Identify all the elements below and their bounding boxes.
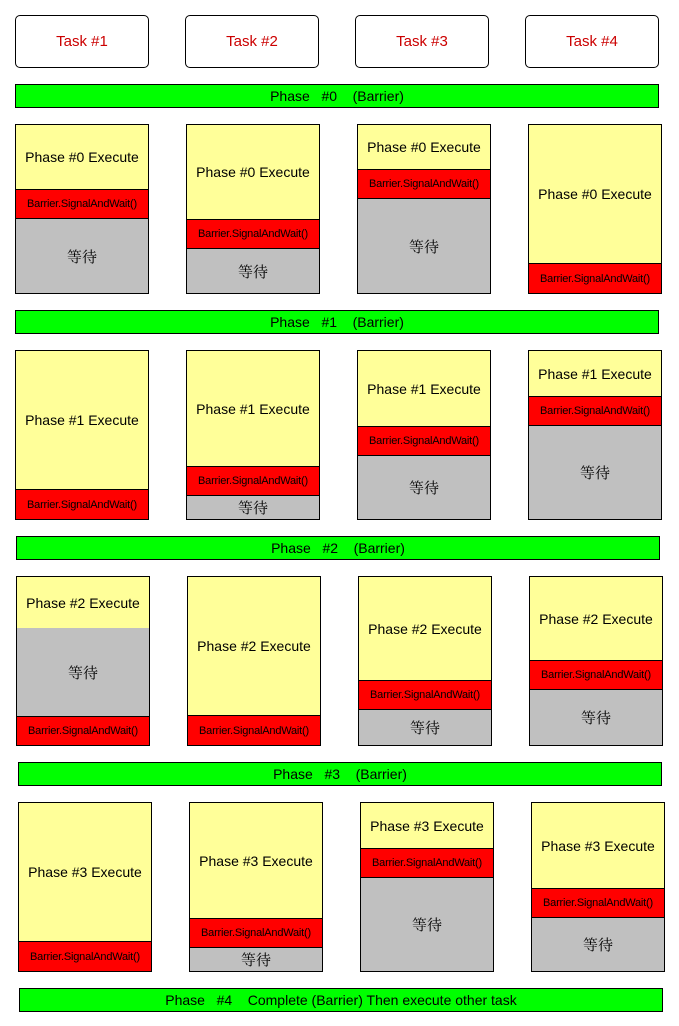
waiting-segment: 等待 (532, 918, 664, 971)
phase-execute-segment: Phase #1 Execute (529, 351, 661, 396)
barrier-bar-phase-2: Phase #2 (Barrier) (16, 536, 660, 560)
task-3-phase-3-column (360, 802, 494, 972)
barrier-bar-phase-0: Phase #0 (Barrier) (15, 84, 659, 108)
barrier-signal-segment: Barrier.SignalAndWait() (359, 680, 491, 710)
barrier-signal-segment: Barrier.SignalAndWait() (530, 660, 662, 690)
waiting-segment: 等待 (17, 628, 149, 716)
barrier-signal-segment: Barrier.SignalAndWait() (16, 189, 148, 219)
phase-execute-segment: Phase #0 Execute (187, 125, 319, 219)
waiting-segment: 等待 (358, 199, 490, 293)
barrier-signal-segment: Barrier.SignalAndWait() (190, 918, 322, 948)
phase-execute-segment: Phase #1 Execute (16, 351, 148, 489)
barrier-signal-segment: Barrier.SignalAndWait() (532, 888, 664, 918)
task-4-phase-2-column (529, 576, 663, 746)
phase-execute-segment: Phase #3 Execute (19, 803, 151, 941)
barrier-signal-segment: Barrier.SignalAndWait() (16, 489, 148, 519)
task-1-box: Task #1 (15, 15, 149, 68)
waiting-segment: 等待 (187, 249, 319, 293)
phase-execute-segment: Phase #0 Execute (16, 125, 148, 189)
phase-execute-segment: Phase #3 Execute (190, 803, 322, 918)
barrier-bar-phase-3: Phase #3 (Barrier) (18, 762, 662, 786)
task-2-phase-0-column (186, 124, 320, 294)
phase-execute-segment: Phase #2 Execute (17, 577, 149, 628)
task-4-phase-1-column (528, 350, 662, 520)
phase-execute-segment: Phase #2 Execute (359, 577, 491, 680)
task-1-phase-0-column (15, 124, 149, 294)
phase-execute-segment: Phase #3 Execute (532, 803, 664, 888)
barrier-signal-segment: Barrier.SignalAndWait() (361, 848, 493, 878)
task-3-phase-2-column (358, 576, 492, 746)
phase-execute-segment: Phase #2 Execute (188, 577, 320, 715)
task-3-phase-0-column (357, 124, 491, 294)
phase-execute-segment: Phase #1 Execute (187, 351, 319, 466)
task-3-phase-1-column (357, 350, 491, 520)
phase-execute-segment: Phase #3 Execute (361, 803, 493, 848)
barrier-signal-segment: Barrier.SignalAndWait() (187, 219, 319, 249)
phase-execute-segment: Phase #0 Execute (529, 125, 661, 263)
barrier-signal-segment: Barrier.SignalAndWait() (17, 716, 149, 745)
task-4-phase-3-column (531, 802, 665, 972)
task-2-box: Task #2 (185, 15, 319, 68)
task-4-phase-0-column (528, 124, 662, 294)
barrier-signal-segment: Barrier.SignalAndWait() (188, 715, 320, 745)
task-1-phase-2-column (16, 576, 150, 746)
waiting-segment: 等待 (16, 219, 148, 293)
task-1-phase-3-column (18, 802, 152, 972)
task-1-phase-1-column (15, 350, 149, 520)
waiting-segment: 等待 (190, 948, 322, 971)
waiting-segment: 等待 (359, 710, 491, 745)
task-4-box: Task #4 (525, 15, 659, 68)
barrier-signal-segment: Barrier.SignalAndWait() (187, 466, 319, 496)
phase-execute-segment: Phase #0 Execute (358, 125, 490, 169)
barrier-bar-phase-4-complete: Phase #4 Complete (Barrier) Then execute other task (19, 988, 663, 1012)
waiting-segment: 等待 (530, 690, 662, 745)
task-2-phase-2-column (187, 576, 321, 746)
waiting-segment: 等待 (529, 426, 661, 519)
barrier-bar-phase-1: Phase #1 (Barrier) (15, 310, 659, 334)
waiting-segment: 等待 (187, 496, 319, 519)
task-2-phase-1-column (186, 350, 320, 520)
barrier-signal-segment: Barrier.SignalAndWait() (358, 426, 490, 456)
phase-execute-segment: Phase #2 Execute (530, 577, 662, 660)
barrier-signal-segment: Barrier.SignalAndWait() (529, 263, 661, 293)
barrier-signal-segment: Barrier.SignalAndWait() (19, 941, 151, 971)
task-3-box: Task #3 (355, 15, 489, 68)
barrier-signal-segment: Barrier.SignalAndWait() (529, 396, 661, 426)
task-2-phase-3-column (189, 802, 323, 972)
phase-execute-segment: Phase #1 Execute (358, 351, 490, 426)
waiting-segment: 等待 (361, 878, 493, 971)
waiting-segment: 等待 (358, 456, 490, 519)
barrier-signal-segment: Barrier.SignalAndWait() (358, 169, 490, 199)
